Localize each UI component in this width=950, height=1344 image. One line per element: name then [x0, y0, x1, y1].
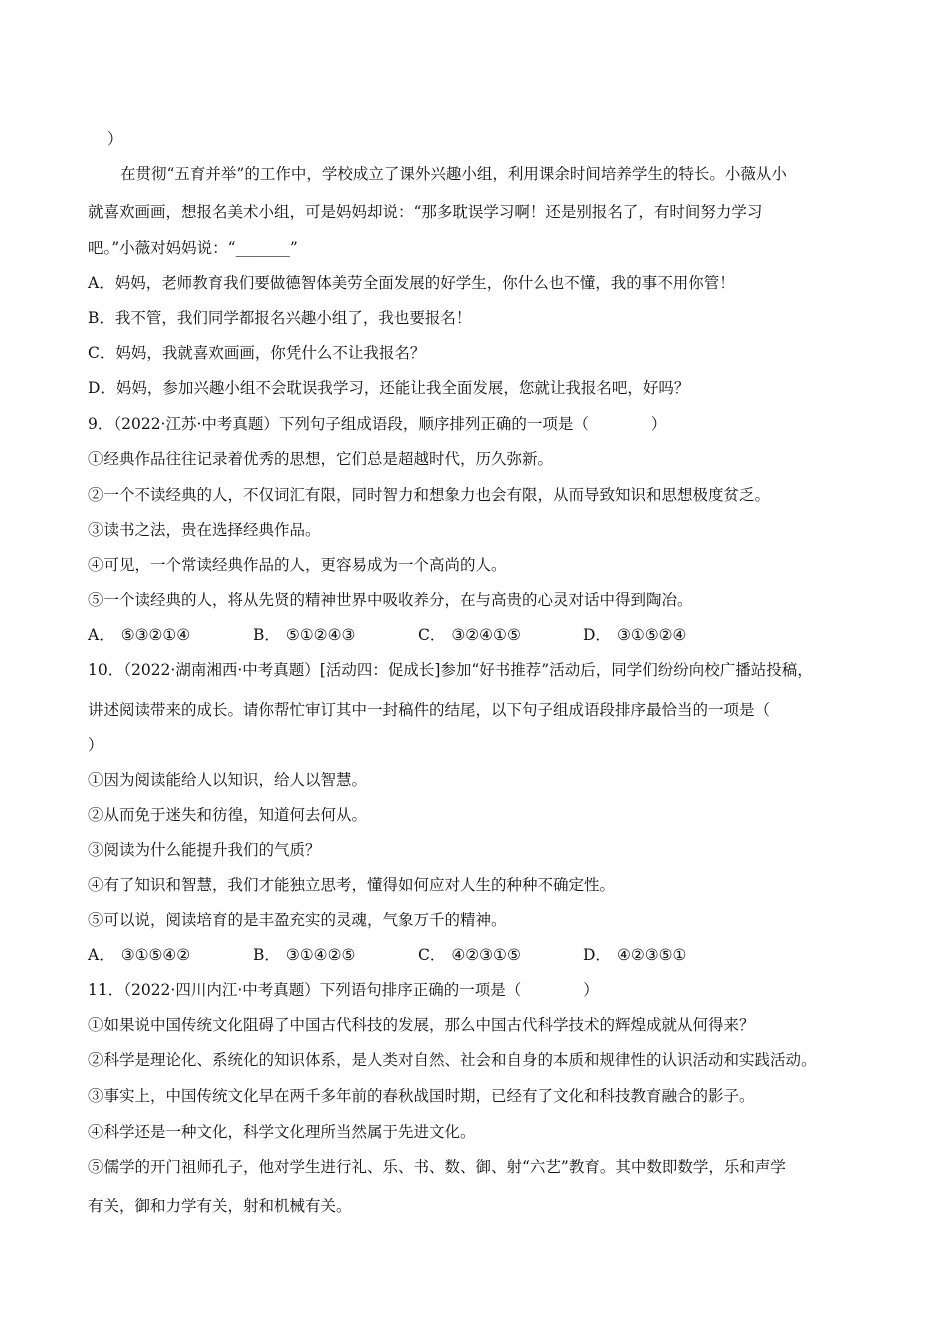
q10-sentence-5: ⑤可以说，阅读培育的是丰盈充实的灵魂，气象万千的精神。	[88, 911, 507, 929]
q8-option-d: D．妈妈，参加兴趣小组不会耽误我学习，还能让我全面发展，您就让我报名吧，好吗？	[88, 379, 690, 397]
q10-option-c: C． ④②③①⑤	[418, 946, 521, 964]
q11-sentence-3: ③事实上，中国传统文化早在两千多年前的春秋战国时期，已经有了文化和科技教育融合的影子。	[88, 1087, 755, 1105]
q8-passage-line-1: 在贯彻“五育并举”的工作中，学校成立了课外兴趣小组，利用课余时间培养学生的特长。小薇从小	[120, 165, 787, 183]
q9-option-d: D． ③①⑤②④	[583, 626, 687, 644]
q11-sentence-5-line-2: 有关，御和力学有关，射和机械有关。	[88, 1197, 352, 1215]
q9-sentence-4: ④可见，一个常读经典作品的人，更容易成为一个高尚的人。	[88, 556, 507, 574]
q10-option-b: B． ③①④②⑤	[253, 946, 356, 964]
q9-option-a: A． ⑤③②①④	[88, 626, 191, 644]
q10-sentence-3: ③阅读为什么能提升我们的气质？	[88, 841, 321, 859]
q9-sentence-3: ③读书之法，贵在选择经典作品。	[88, 521, 321, 539]
q8-option-b: B．我不管，我们同学都报名兴趣小组了，我也要报名！	[88, 309, 472, 327]
q10-sentence-1: ①因为阅读能给人以知识，给人以智慧。	[88, 771, 368, 789]
q11-sentence-4: ④科学还是一种文化，科学文化理所当然属于先进文化。	[88, 1123, 476, 1141]
q8-paren-close: ）	[107, 130, 123, 148]
q9-option-c: C． ③②④①⑤	[418, 626, 521, 644]
q11-sentence-2: ②科学是理论化、系统化的知识体系，是人类对自然、社会和自身的本质和规律性的认识活动和实践活动。	[88, 1051, 817, 1069]
q8-option-a: A．妈妈，老师教育我们要做德智体美劳全面发展的好学生，你什么也不懂，我的事不用你管！	[88, 274, 735, 292]
q10-sentence-4: ④有了知识和智慧，我们才能独立思考，懂得如何应对人生的种种不确定性。	[88, 876, 616, 894]
q10-sentence-2: ②从而免于迷失和彷徨，知道何去何从。	[88, 806, 368, 824]
q10-stem-line-3: ）	[88, 736, 104, 754]
q10-option-a: A． ③①⑤④②	[88, 946, 191, 964]
q8-passage-line-3: 吧。”小薇对妈妈说：“_______”	[88, 239, 298, 257]
q9-option-b: B． ⑤①②④③	[253, 626, 356, 644]
q10-option-d: D． ④②③⑤①	[583, 946, 687, 964]
q9-sentence-2: ②一个不读经典的人，不仅词汇有限，同时智力和想象力也会有限，从而导致知识和思想极度贫乏。	[88, 486, 771, 504]
q9-stem: 9．（2022·江苏·中考真题）下列句子组成语段，顺序排列正确的一项是（ ）	[88, 415, 667, 433]
q9-sentence-5: ⑤一个读经典的人，将从先贤的精神世界中吸收养分，在与高贵的心灵对话中得到陶冶。	[88, 591, 693, 609]
q11-sentence-1: ①如果说中国传统文化阻碍了中国古代科技的发展，那么中国古代科学技术的辉煌成就从何得来？	[88, 1016, 755, 1034]
q8-option-c: C．妈妈，我就喜欢画画，你凭什么不让我报名？	[88, 344, 426, 362]
q8-passage-line-2: 就喜欢画画，想报名美术小组，可是妈妈却说：“那多耽误学习啊！还是别报名了，有时间努力学习	[88, 203, 763, 221]
q10-stem-line-1: 10．（2022·湖南湘西·中考真题）[活动四：促成长]参加“好书推荐”活动后，同学们纷纷向校广播站投稿，	[88, 661, 813, 679]
q10-stem-line-2: 讲述阅读带来的成长。请你帮忙审订其中一封稿件的结尾，以下句子组成语段排序最恰当的一项是（	[88, 701, 771, 719]
q11-sentence-5-line-1: ⑤儒学的开门祖师孔子，他对学生进行礼、乐、书、数、御、射“六艺”教育。其中数即数学，乐和声学	[88, 1158, 786, 1176]
q9-sentence-1: ①经典作品往往记录着优秀的思想，它们总是超越时代，历久弥新。	[88, 450, 554, 468]
q11-stem: 11．（2022·四川内江·中考真题）下列语句排序正确的一项是（ ）	[88, 981, 599, 999]
